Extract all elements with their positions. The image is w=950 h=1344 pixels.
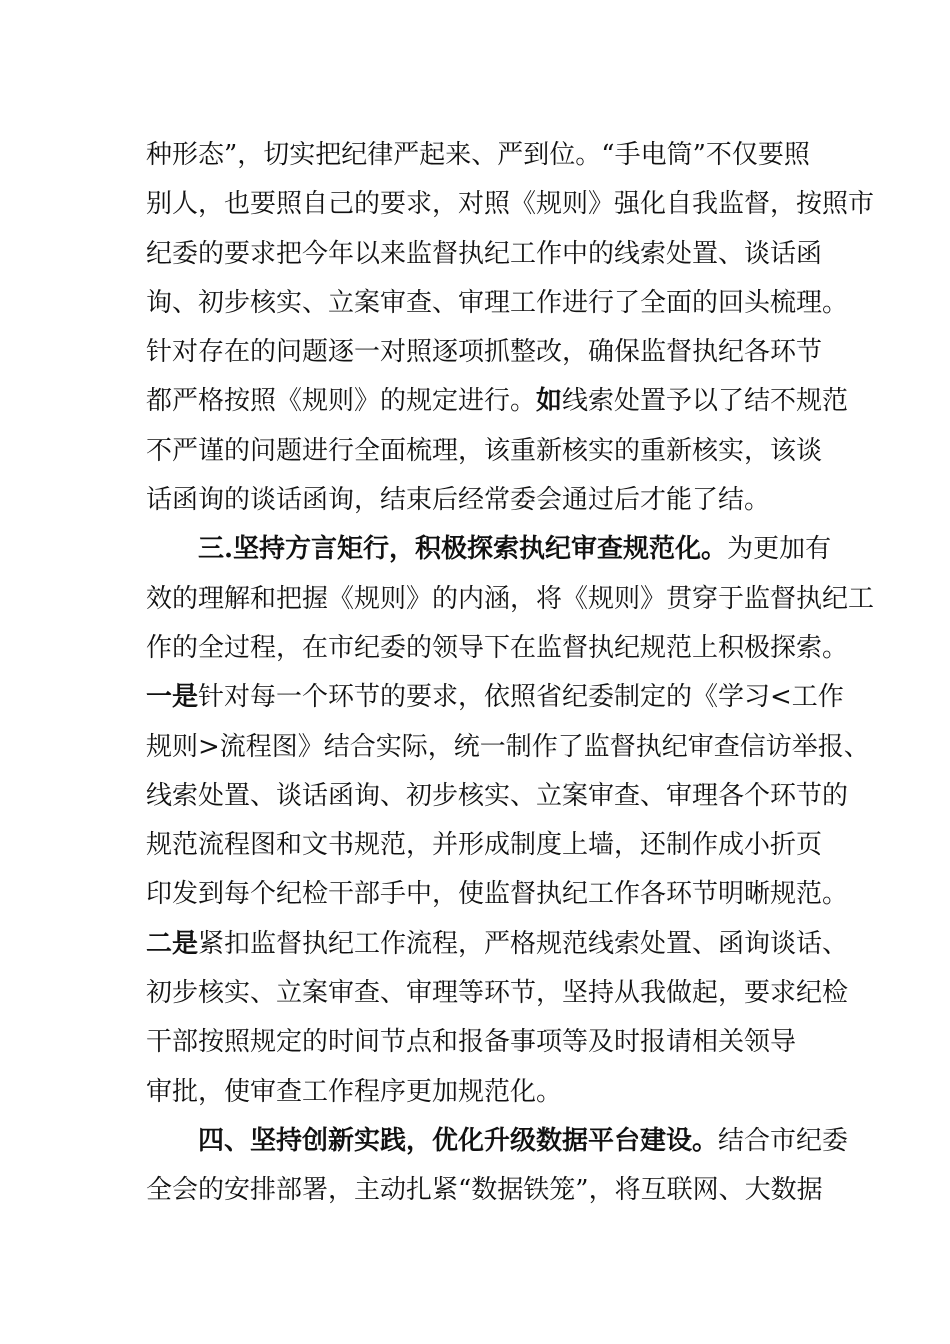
section-heading: 三.坚持方言矩行，积极探索执纪审查规范化。: [198, 534, 728, 565]
text-span: 话函询的谈话函询，结束后经常委会通过后才能了结。: [146, 485, 771, 516]
text-span: 紧扣监督执纪工作流程，严格规范线索处置、函询谈话、: [198, 928, 849, 959]
text-span: 印发到每个纪检干部手中，使监督执纪工作各环节明晰规范。: [146, 879, 849, 910]
text-line: [146, 230, 826, 279]
text-span: 询、初步核实、立案审查、审理工作进行了全面的回头梳理。: [146, 287, 849, 318]
emphasis-text: 一是: [146, 682, 199, 713]
text-line: [146, 525, 832, 574]
text-span: 审批，使审查工作程序更加规范化。: [146, 1076, 563, 1107]
text-span: 种形态”，切实把纪律严起来、严到位。“手电筒”不仅要照: [146, 140, 810, 170]
text-span: 规范流程图和文书规范，并形成制度上墙，还制作成小折页: [146, 830, 823, 861]
text-span: 别人，也要照自己的要求，对照《规则》强化自我监督，按照市: [146, 189, 875, 220]
body-text: [146, 131, 875, 1216]
text-line: [146, 624, 849, 673]
text-span: 线索处置予以了结不规范: [562, 386, 849, 417]
text-line: [146, 377, 849, 426]
text-line: [146, 279, 849, 328]
text-line: [146, 969, 849, 1018]
text-line: [146, 575, 875, 624]
text-line: [146, 1068, 826, 1117]
text-line: [146, 1018, 826, 1067]
text-span: 都严格按照《规则》的规定进行。: [146, 386, 537, 417]
text-line: [146, 131, 826, 180]
text-span: 为更加有: [727, 534, 832, 565]
text-line: [146, 920, 849, 969]
emphasis-text: 如: [536, 386, 563, 417]
text-line: [146, 180, 875, 229]
text-span: 作的全过程，在市纪委的领导下在监督执纪规范上积极探索。: [146, 632, 849, 663]
text-span: 不严谨的问题进行全面梳理，该重新核实的重新核实，该谈: [146, 435, 823, 466]
text-span: 结合市纪委: [718, 1125, 849, 1156]
text-span: 初步核实、立案审查、审理等环节，坚持从我做起，要求纪检: [146, 978, 849, 1009]
text-span: 干部按照规定的时间节点和报备事项等及时报请相关领导: [146, 1027, 797, 1058]
text-span: 纪委的要求把今年以来监督执纪工作中的线索处置、谈话函: [146, 238, 823, 269]
text-line: [146, 673, 844, 722]
text-line: [146, 772, 849, 821]
section-heading: 四、坚持创新实践，优化升级数据平台建设。: [198, 1125, 719, 1156]
text-line: [146, 821, 826, 870]
text-line: [146, 328, 826, 377]
text-span: 针对存在的问题逐一对照逐项抓整改，确保监督执纪各环节: [146, 337, 823, 368]
emphasis-text: 二是: [146, 928, 199, 959]
text-span: 全会的安排部署，主动扎紧“数据铁笼”，将互联网、大数据: [146, 1175, 823, 1206]
text-line: [146, 870, 849, 919]
text-line: [146, 1166, 826, 1215]
text-line: [146, 1117, 849, 1166]
text-line: [146, 476, 826, 525]
text-span: 效的理解和把握《规则》的内涵，将《规则》贯穿于监督执纪工: [146, 583, 875, 614]
text-span: 针对每一个环节的要求，依照省纪委制定的《学习<工作: [198, 682, 844, 713]
text-line: [146, 723, 870, 772]
text-span: 规则>流程图》结合实际，统一制作了监督执纪审查信访举报、: [146, 731, 870, 762]
text-line: [146, 427, 826, 476]
text-span: 线索处置、谈话函询、初步核实、立案审查、审理各个环节的: [146, 780, 849, 811]
